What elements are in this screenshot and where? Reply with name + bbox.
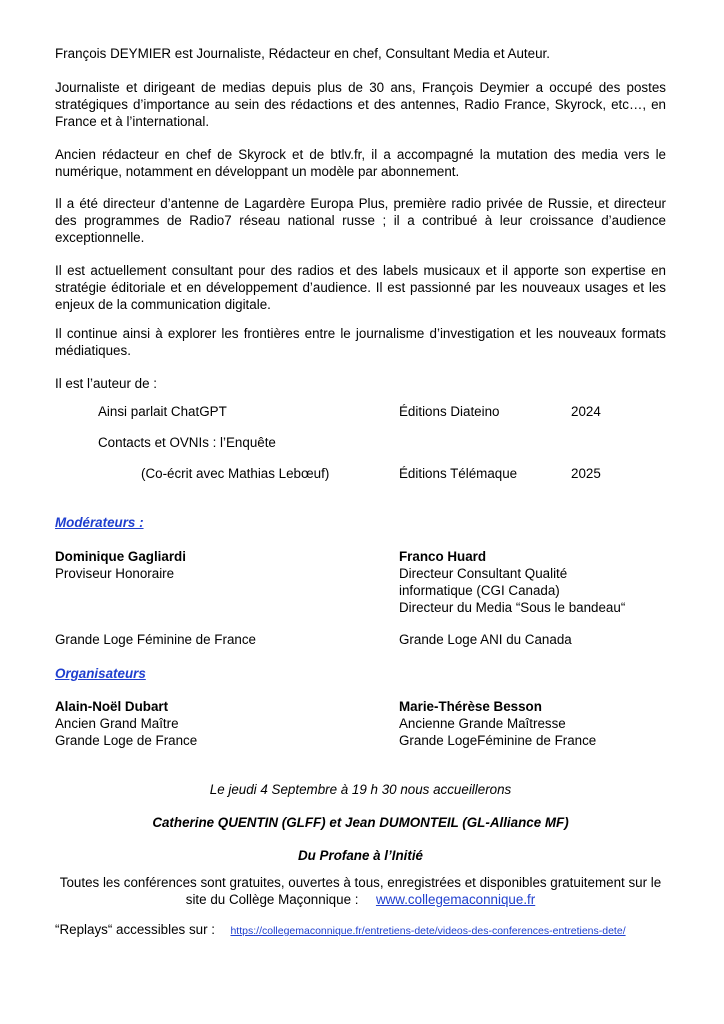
intro-paragraph-5: Il est actuellement consultant pour des radios et des labels musicaux et il apporte son expertise en stratégie éditoriale et en développement d’audience. Il est passionné par les nouveaux usages et les enjeux de la communication digitale. [55,263,666,312]
book-subtitle: (Co-écrit avec Mathias Lebœuf) [141,466,330,481]
intro-paragraph-2: Journaliste et dirigeant de medias depuis plus de 30 ans, François Deymier a occupé des postes stratégiques d’importance au sein des rédactions et des antennes, Radio France, Skyrock, etc…, en France et à l’international. [55,80,666,129]
announcement-title: Du Profane à l’Initié [297,848,423,863]
book-year: 2025 [571,466,601,481]
moderators-heading: Modérateurs : [55,515,144,530]
organizer-right-title: Ancienne Grande Maîtresse [399,716,566,731]
replays-line [55,921,626,940]
organizer-left-title: Ancien Grand Maître [55,716,179,731]
book-title: Ainsi parlait ChatGPT [98,404,227,419]
book-publisher: Éditions Diateino [399,404,500,419]
moderator-right-name: Franco Huard [399,549,487,564]
moderator-left-name: Dominique Gagliardi [55,549,186,564]
organizer-right-name: Marie-Thérèse Besson [399,699,542,714]
moderator-right-title-2: informatique (CGI Canada) [399,583,560,598]
footer-site-line [55,891,666,908]
organizer-left-name: Alain-Noël Dubart [55,699,169,714]
intro-paragraph-4: Il a été directeur d’antenne de Lagardère Europa Plus, première radio privée de Russie, et directeur des programmes de Radio7 réseau national russe ; il a contribué à leur croissance d’audience exceptionnelle. [55,196,666,245]
moderator-left-title: Proviseur Honoraire [55,566,175,581]
footer-text: Toutes les conférences sont gratuites, ouvertes à tous, enregistrées et disponibles gratuitement sur le [59,875,662,890]
college-site-link[interactable]: www.collegemaconnique.fr [375,892,536,907]
intro-paragraph-1: François DEYMIER est Journaliste, Rédacteur en chef, Consultant Media et Auteur. [55,46,550,61]
organizer-right-org: Grande LogeFéminine de France [399,733,597,748]
book-publisher: Éditions Télémaque [399,466,518,481]
book-title: Contacts et OVNIs : l’Enquête [98,435,276,450]
intro-paragraph-3: Ancien rédacteur en chef de Skyrock et de btlv.fr, il a accompagné la mutation des media vers le numérique, notamment en développant un modèle par abonnement. [55,147,666,179]
moderator-right-title-1: Directeur Consultant Qualité [399,566,568,581]
organizers-heading: Organisateurs [55,666,146,681]
book-year: 2024 [571,404,601,419]
moderator-left-org: Grande Loge Féminine de France [55,632,256,647]
replays-link[interactable]: https://collegemaconnique.fr/entretiens-dete/videos-des-conferences-entretiens-dete/ [230,925,626,937]
replays-label: “Replays“ accessibles sur : [55,922,215,937]
intro-paragraph-6: Il continue ainsi à explorer les frontières entre le journalisme d’investigation et les nouveaux formats médiatiques. [55,326,666,358]
footer-site-label: site du Collège Maçonnique : [185,892,359,907]
moderator-right-org: Grande Loge ANI du Canada [399,632,572,647]
organizer-left-org: Grande Loge de France [55,733,198,748]
moderator-right-title-3: Directeur du Media “Sous le bandeau“ [399,600,626,615]
announcement-date: Le jeudi 4 Septembre à 19 h 30 nous accueillerons [209,782,512,797]
announcement-speakers: Catherine QUENTIN (GLFF) et Jean DUMONTEIL (GL-Alliance MF) [152,815,569,830]
author-of-label: Il est l’auteur de : [55,376,157,391]
